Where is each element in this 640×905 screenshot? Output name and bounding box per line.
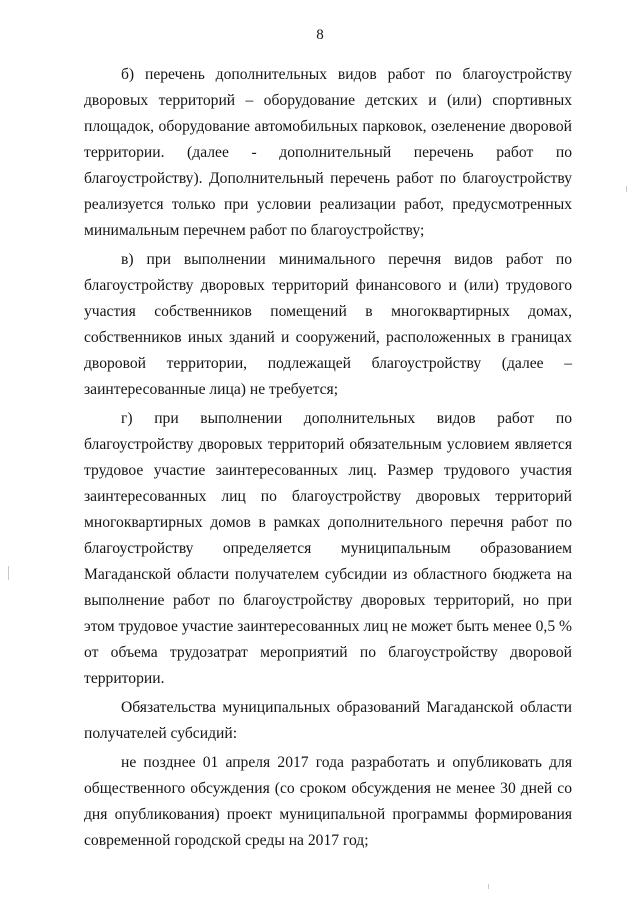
- paragraph-obligations: Обязательства муниципальных образований Магаданской области получателей субсидий:: [84, 699, 572, 742]
- paragraph-v: в) при выполнении минимального перечня видов работ по благоустройству дворовых территорий финансового и (или) трудового участия собственников помещений в многоквартирных домах, собственников иных зданий и сооружений, расположенных в границах дворовой территории, подлежащей благоустройству (далее – заинтересованные лица) не требуется;: [84, 251, 572, 398]
- paragraph-b: б) перечень дополнительных видов работ по благоустройству дворовых территорий – оборудование детских и (или) спортивных площадок, оборудование автомобильных парковок, озеленение дворовой территории. (далее - дополнительный перечень работ по благоустройству). Дополнительный перечень работ по благоустройству реализуется только при условии реализации работ, предусмотренных минимальным перечнем работ по благоустройству;: [84, 66, 572, 239]
- page-number: 8: [316, 27, 324, 43]
- paragraph-deadline: не позднее 01 апреля 2017 года разработать и опубликовать для общественного обсуждения (со сроком обсуждения не менее 30 дней со дня опубликования) проект муниципальной программы формирования современной городской среды на 2017 год;: [84, 754, 572, 849]
- scan-mark-bottom: [488, 884, 489, 889]
- paragraph-g: г) при выполнении дополнительных видов работ по благоустройству дворовых территорий обязательным условием является трудовое участие заинтересованных лиц. Размер трудового участия заинтересованных лиц по благоустройству дворовых территорий многоквартирных домов в рамках дополнительного перечня работ по благоустройству определяется муниципальным образованием Магаданской области получателем субсидии из областного бюджета на выполнение работ по благоустройству дворовых территорий, но при этом трудовое участие заинтересованных лиц не может быть менее 0,5 % от объема трудозатрат мероприятий по благоустройству дворовой территории.: [84, 410, 573, 687]
- scan-mark-right: [626, 186, 627, 192]
- document-body: [84, 62, 572, 854]
- scan-mark-left: [8, 566, 9, 580]
